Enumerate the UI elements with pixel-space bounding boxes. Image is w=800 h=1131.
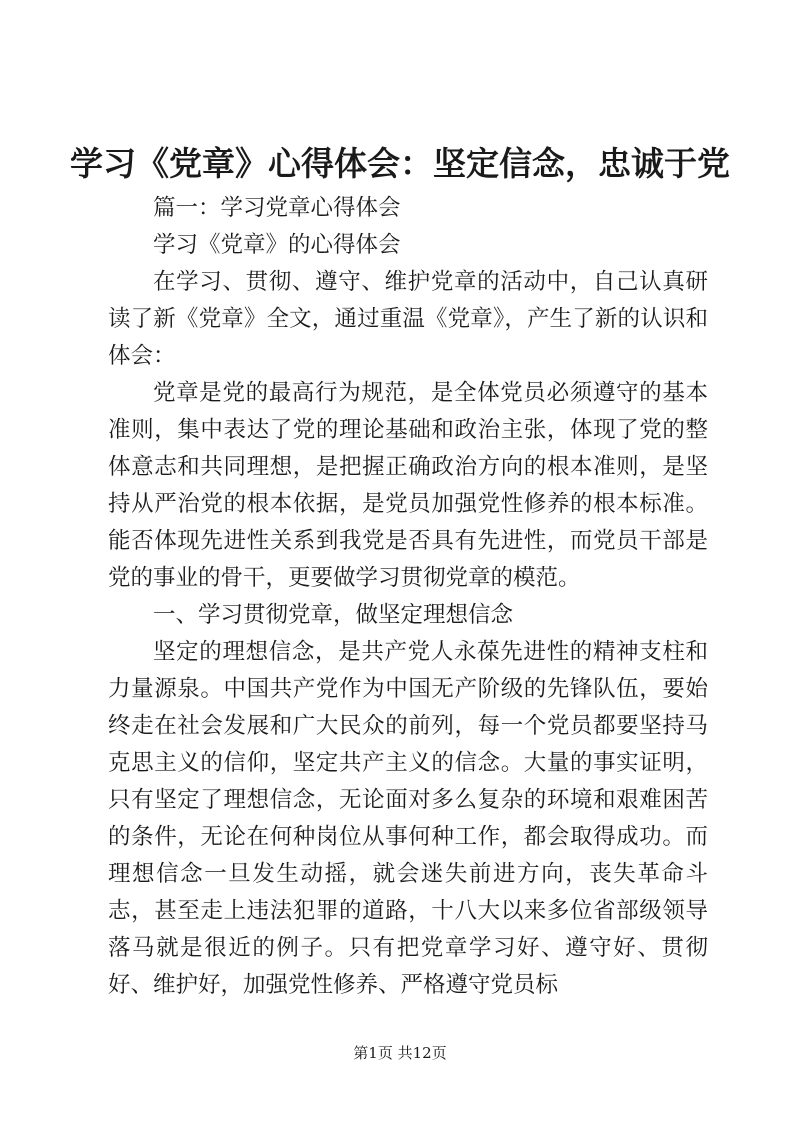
page-indicator: 第1页 共12页 — [353, 1044, 447, 1062]
paragraph: 党章是党的最高行为规范，是全体党员必须遵守的基本准则，集中表达了党的理论基础和政治主张，体现了党的整体意志和共同理想，是把握正确政治方向的根本准则，是坚持从严治党的根本依据，是党员加强党性修养的根本标准。能否体现先进性关系到我党是否具有先进性，而党员干部是党的事业的骨干，更要做学习贯彻党章的模范。 — [108, 380, 708, 591]
paragraph: 一、学习贯彻党章，做坚定理想信念 — [153, 602, 514, 628]
document-body — [108, 190, 708, 1004]
paragraph: 坚定的理想信念，是共产党人永葆先进性的精神支柱和力量源泉。中国共产党作为中国无产阶级的先锋队伍，要始终走在社会发展和广大民众的前列，每一个党员都要坚持马克思主义的信仰，坚定共产主义的信念。大量的事实证明，只有坚定了理想信念，无论面对多么复杂的环境和艰难困苦的条件，无论在何种岗位从事何种工作，都会取得成功。而理想信念一旦发生动摇，就会迷失前进方向，丧失革命斗志，甚至走上违法犯罪的道路，十八大以来多位省部级领导落马就是很近的例子。只有把党章学习好、遵守好、贯彻好、维护好，加强党性修养、严格遵守党员标 — [108, 639, 708, 998]
paragraph: 学习《党章》的心得体会 — [153, 232, 401, 258]
paragraph: 在学习、贯彻、遵守、维护党章的活动中，自己认真研读了新《党章》全文，通过重温《党章》，产生了新的认识和体会： — [108, 269, 708, 369]
document-title: 学习《党章》心得体会：坚定信念，忠诚于党 — [70, 144, 730, 183]
paragraph: 篇一：学习党章心得体会 — [153, 195, 401, 221]
